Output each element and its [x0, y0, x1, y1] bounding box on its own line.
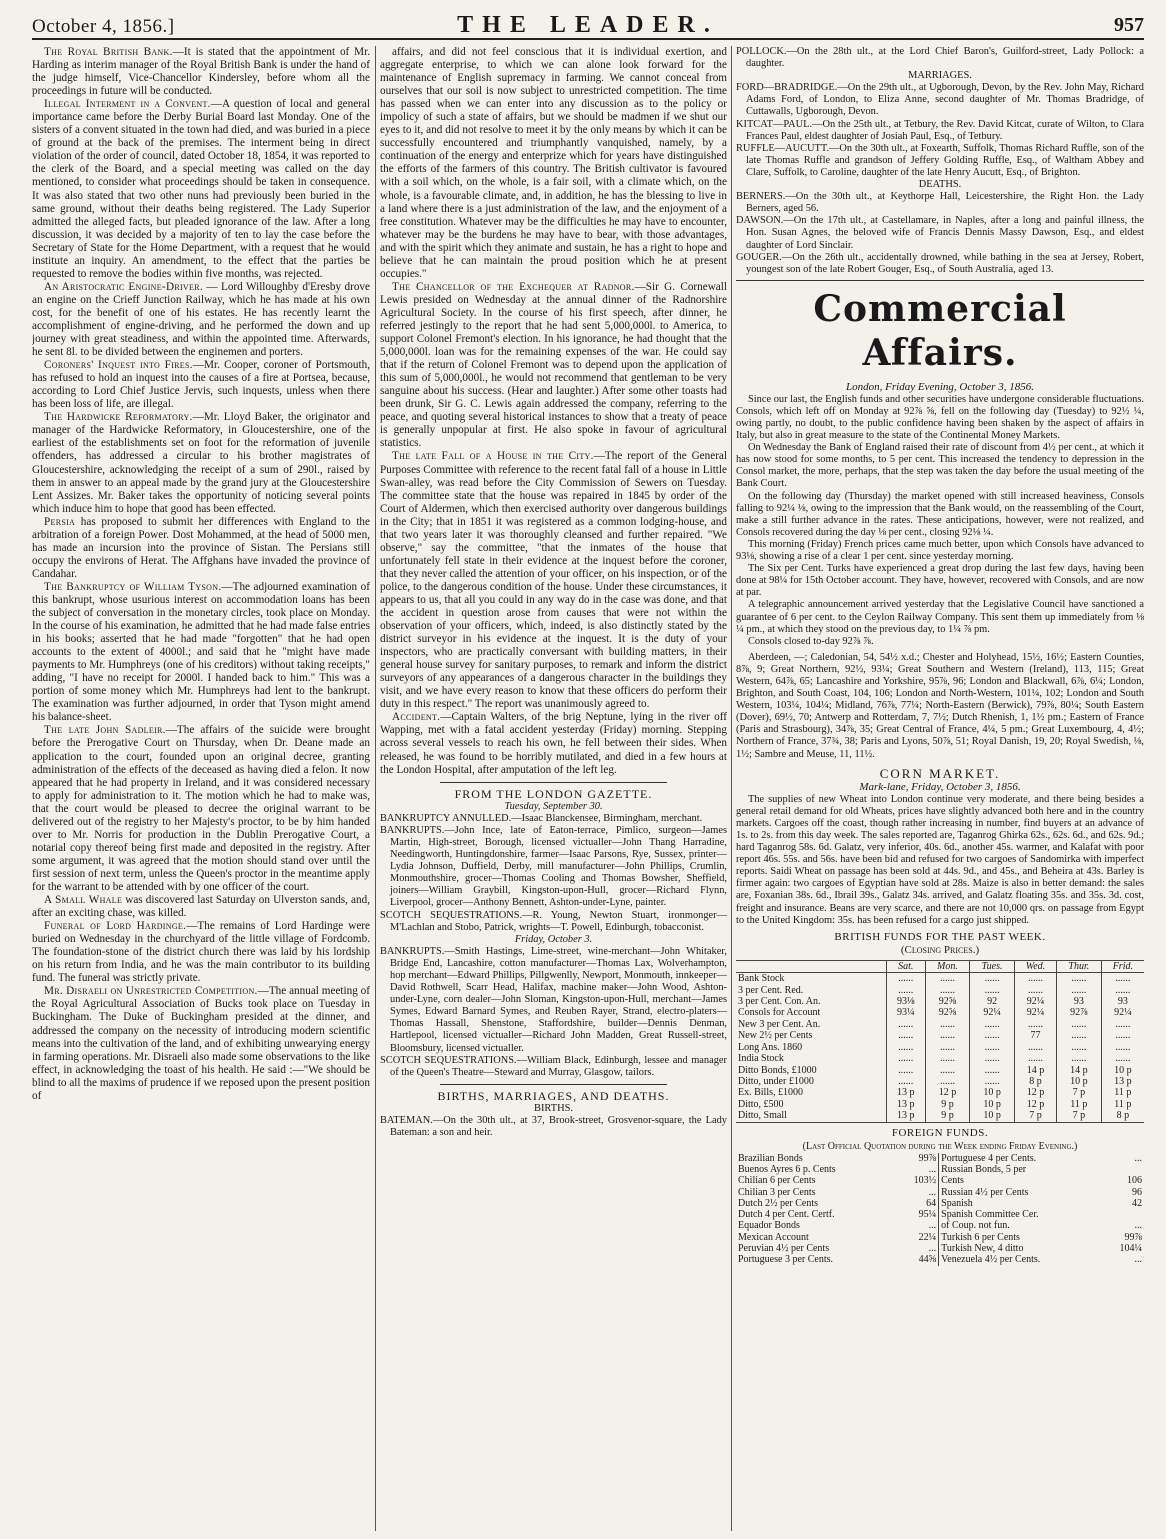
foreign-fund-price: 99⅞	[1124, 1231, 1142, 1243]
funds-price: ......	[1101, 1019, 1144, 1030]
funds-price: ......	[1014, 985, 1056, 996]
funds-header-blank	[736, 960, 886, 972]
article-heading: Persia	[44, 515, 76, 528]
article-heading: Funeral of Lord Hardinge.	[44, 920, 187, 933]
marriage-notice: RUFFLE—AUCUTT.—On the 30th ult., at Foxearth, Suffolk, Thomas Richard Ruffle, son of the late Thomas Ruffle and grandson of Jeffery Golding Ruffle, Esq., of Waltham Abbey and Clare, Suffolk, to Caroline, daughter of the late Henry Aucutt, Esq., of Brighton.	[736, 142, 1144, 178]
article-heading: A Small Whale	[44, 894, 123, 907]
commercial-paragraph: On the following day (Thursday) the market opened with still increased heaviness, Consols falling to 92¼ ⅛, owing to the impression that the Bank would, on the reassembling of the Court, make a still further advance in the rates. These anticipations, however, were not realized, and Consols recovered during the day ⅛ per cent., closing 92⅛ ¼.	[736, 490, 1144, 538]
funds-price: 10 p	[1101, 1065, 1144, 1076]
foreign-fund-price: 44⅝	[904, 1254, 939, 1265]
foreign-fund-name: Cents	[941, 1175, 964, 1187]
foreign-fund-name: Russian Bonds, 5 per	[941, 1163, 1027, 1175]
gazette-entry: BANKRUPTS.—John Ince, late of Eaton-terrace, Pimlico, surgeon—James Martin, High-street, Borough, licensed victualler—John Thang Harradine, Needingworth, Huntingdonshire, farmer—Isaac Parsons, Rye, Sussex, printer—Lydia Johnson, Duffield, Derby, mill manufacturer—John Phillips, Crumlin, Monmouthshire, grocer—Thomas Cooling and Thomas Bowsher, Sheffield, joiners—William Graybill, Kingston-upon-Hull, grocer—Richard Flynn, Liverpool, grocer—Anthony Bennett, Ashton-under-Lyne, painter.	[380, 824, 727, 909]
funds-price: ......	[1057, 1019, 1102, 1030]
foreign-row	[736, 1220, 1144, 1231]
article-heading: Coroners' Inquest into Fires.	[44, 359, 193, 372]
funds-price: ......	[970, 1030, 1015, 1041]
article-paragraph	[32, 46, 370, 98]
article-paragraph	[32, 516, 370, 581]
article-text: —It is stated that the appointment of Mr. Harding as interim manager of the Royal British Bank is under the hand of the judge himself, Vice-Chancellor Kindersley, before whom all the proceedings in future will be conducted.	[32, 46, 370, 98]
funds-price: 14 p	[1057, 1065, 1102, 1076]
article-heading: Mr. Disraeli on Unrestricted Competition.	[44, 985, 258, 998]
foreign-fund-price: ...	[904, 1187, 939, 1198]
death-notice: GOUGER.—On the 26th ult., accidentally drowned, while bathing in the sea at Jersey, Robert, youngest son of the late Robert Gouger, Esq., of South Australia, aged 13.	[736, 251, 1144, 275]
funds-price: ......	[1057, 1053, 1102, 1064]
foreign-fund-name: Spanish Committee Cer.	[941, 1209, 1039, 1221]
article-text: —Sir G. Cornewall Lewis presided on Wednesday at the annual dinner of the Radnorshire Agricultural Society. In the course of his first speech, after dinner, he referred jestingly to the report that he had sent 5,000,000l. to America, to support Colonel Fremont's election. In his ignorance, he had thought that the 5,000,000l. loan was for the remaining expenses of the war. He could say that if the return of Colonel Fremont was to depend upon the application of this sum of 5,000,000l., he would not recommend that gentleman to be very sanguine about his success. (Hear and laughter.) After some other toasts had been drunk, Sir G. C. Lewis again addressed the company, referring to the peace, and quoting several historical instances to show that a treaty of peace is generally unpopular at first. He also spoke in favour of agricultural statistics.	[380, 280, 727, 450]
foreign-row	[736, 1187, 1144, 1198]
corn-report: The supplies of new Wheat into London continue very moderate, and there being besides a general retail demand for old Wheats, prices have slightly advanced both here and in the country markets. Cargoes off the coast, though rather increasing in number, find buyers at an advance of 1s. to 2s. from this day week. The sales reported are, Taganrog Ghirka 62s., 62s. 6d., and 62s. 9d.; hard Taganrog 58s. 6d. Galatz, very inferior, 40s. 6d., another 45s. warmer, and Kalafat with poor report 46s. 55s. and 56s. have been bid and refused for two cargoes of Sandomirka with imperfect reports. Saidi Wheat on passage has been sold at 44s. 9d., and 45s., and Beheira at 43s. Barley is firmer again: two cargoes of Egyptian have sold at 28s. Maize is also in better demand: the sales are, Foxanian 38s. 6d., Ibrail 39s., Galatz 34s. arrived, and Galatz floating 35s. and 35s. 3d. cost, freight and insurance. Beans are very scarce, and there are not 10,000 qrs. on passage from Egypt to the United Kingdom: 35s. has been refused for a cargo just shipped.	[736, 793, 1144, 926]
funds-price: 93	[1057, 996, 1102, 1007]
article-text: —The adjourned examination of this bankrupt, whose usurious interest on accommodation loans has been the subject of conversation in the monetary circles, took place on Monday. In the course of his examination, he admitted that he had made false entries in his books; asserted that he had made "forgotten" that he had open accounts to the extent of 4000l.; and said that he "might have made payments to Mr. Humphreys (one of his creditors) without taking receipts," adding, "I have no receipt for 2000l. I handed back to him." This was a portion of some money which Mr. Humphreys had lent to the bankrupt. The examination was further adjourned, in order that Tyson might amend his balance-sheet.	[32, 580, 370, 724]
funds-price: ......	[1014, 1019, 1056, 1030]
gazette-title: FROM THE LONDON GAZETTE.	[454, 786, 653, 801]
funds-price: 14 p	[1014, 1065, 1056, 1076]
gazette-entry: BANKRUPTCY ANNULLED.—Isaac Blanckensee, Birmingham, merchant.	[380, 812, 703, 824]
birth-notice: BATEMAN.—On the 30th ult., at 37, Brook-street, Grosvenor-square, the Lady Bateman: a son and heir.	[380, 1114, 727, 1139]
funds-price: 12 p	[1014, 1087, 1056, 1098]
corn-market-title: CORN MARKET.	[879, 765, 1001, 781]
article-heading: An Aristocratic Engine-Driver.	[44, 280, 203, 293]
article-text: — Lord Willoughby d'Eresby drove an engine on the Crieff Junction Railway, which he has made at his own cost, for the benefit of one of his estates. He has recently learnt the accomplishment of engine-driving, and he performed the down and up journey with great steadiness, and within the appointed time. Afterwards, he sent 8l. to be divided between the enginemen and porters.	[32, 280, 370, 359]
article-text: —The remains of Lord Hardinge were buried on Wednesday in the churchyard of the little village of Fordcomb. The foundation-stone of the district church there was laid by his lordship on his return from India, and he was the main contributor to its building fund. The funeral was strictly private.	[32, 920, 370, 985]
column-2	[380, 46, 727, 1534]
funds-stock-name: India Stock	[738, 1053, 784, 1065]
funds-price: ......	[1014, 1042, 1056, 1053]
funds-day-header: Frid.	[1101, 960, 1144, 972]
article-paragraph	[380, 711, 727, 776]
funds-price: ......	[1101, 1042, 1144, 1053]
funds-price: 10 p	[970, 1099, 1015, 1110]
page-number: 957	[1114, 14, 1144, 36]
funds-price: 11 p	[1101, 1087, 1144, 1098]
funds-price: 92	[970, 996, 1015, 1007]
funds-stock-name: New 2½ per Cents	[738, 1030, 813, 1042]
article-heading: Accident.	[392, 711, 441, 724]
article-paragraph	[32, 411, 370, 515]
column-rule	[375, 46, 376, 1531]
funds-stock-name: Consols for Account	[738, 1007, 821, 1019]
funds-price: 9 p	[925, 1099, 970, 1110]
funds-stock-name: New 3 per Cent. An.	[738, 1018, 821, 1030]
funds-price: 77	[1014, 1030, 1056, 1041]
death-notice: BERNERS.—On the 30th ult., at Keythorpe Hall, Leicestershire, the Right Hon. the Lady Berners, aged 56.	[736, 191, 1144, 215]
funds-price: ......	[925, 1042, 970, 1053]
birth-notice: POLLOCK.—On the 28th ult., at the Lord Chief Baron's, Guilford-street, Lady Pollock: a daughter.	[736, 46, 1144, 70]
funds-day-header: Sat.	[886, 960, 925, 972]
foreign-fund-price: 42	[1132, 1197, 1142, 1209]
funds-row	[736, 1019, 1144, 1030]
funds-stock-name: Long Ans. 1860	[738, 1041, 803, 1053]
funds-price: 8 p	[1101, 1110, 1144, 1122]
funds-price: ......	[925, 1053, 970, 1064]
article-text: was discovered last Saturday on Ulverston sands, and, after an exciting chase, was killed.	[32, 894, 370, 920]
article-paragraph	[32, 359, 370, 411]
foreign-fund-price: ...	[904, 1164, 939, 1175]
funds-price: ......	[970, 973, 1015, 985]
foreign-fund-name: Equador Bonds	[738, 1220, 800, 1232]
article-heading: The Royal British Bank.	[44, 46, 173, 58]
funds-day-header: Thur.	[1057, 960, 1102, 972]
funds-day-header: Tues.	[970, 960, 1015, 972]
foreign-fund-name: Dutch 4 per Cent. Certf.	[738, 1209, 835, 1221]
foreign-fund-name: Turkish New, 4 ditto	[941, 1243, 1024, 1255]
foreign-fund-name: Dutch 2½ per Cents	[738, 1197, 818, 1209]
funds-price: ......	[1014, 1053, 1056, 1064]
funds-price: ......	[1057, 1030, 1102, 1041]
article-text: affairs, and did not feel conscious that it is individual exertion, and aggregate enterprise, to which we can alone look forward for the maintenance of English supremacy in farming. We cannot conceal from ourselves that our soil is now subject to unrestricted competition. The time has passed when we can enter into any discussion as to the policy or impolicy of such a state of affairs, but we should be madmen if we shut our eyes to it, and did not resolve to meet it by the only means by which it can be successfully encountered and triumphantly vanquished, namely, by a continuation of the energy and enterprize which for years have distinguished the efforts of the farmers of this country. The British cultivator is favoured with a soil which, on the whole, is a fair soil, with a climate which, on the whole, is a favourable climate, and, in addition, he has the blessing to live in a land where there is a just administration of the law, and the enjoyment of a free constitution. Whatever may be the difficulties he may have to encounter, whatever may be the burdens he may have to bear, with those advantages, and with the spirit which they animate and sustain, he has a right to hope and believe that he can maintain the proud position which he at present occupies."	[380, 46, 727, 280]
commercial-paragraph: This morning (Friday) French prices came much better, upon which Consols have advanced to 93⅛, showing a rise of a clear 1 per cent. since yesterday morning.	[736, 538, 1144, 563]
foreign-fund-price: ...	[904, 1220, 939, 1231]
funds-price: 13 p	[1101, 1076, 1144, 1087]
foreign-row	[736, 1175, 1144, 1186]
foreign-fund-name: Venezuela 4½ per Cents.	[941, 1254, 1041, 1266]
funds-stock-name: Ex. Bills, £1000	[738, 1087, 804, 1099]
article-paragraph	[380, 450, 727, 711]
funds-row	[736, 1030, 1144, 1041]
article-paragraph	[380, 281, 727, 451]
funds-price: ......	[1014, 973, 1056, 985]
funds-stock-name: Bank Stock	[738, 973, 785, 985]
foreign-fund-price	[1110, 1209, 1144, 1220]
british-funds-subtitle: (Closing Prices.)	[900, 943, 980, 956]
foreign-fund-price: 22¼	[904, 1232, 939, 1243]
foreign-fund-price: 64	[904, 1198, 939, 1209]
article-text: —Mr. Cooper, coroner of Portsmouth, has refused to hold an inquest into the causes of a fire at Portsea, because, according to Lord Chief Justice Jervis, such inquests, unless when there has been loss of life, are illegal.	[32, 359, 370, 411]
marriage-notice: FORD—BRADRIDGE.—On the 29th ult., at Ugborough, Devon, by the Rev. John May, Richard Adams Ford, of London, to Eliza Anne, second daughter of Mr. Thomas Bradridge, of Cuttawalls, Ugborough, Devon.	[736, 82, 1144, 118]
marriage-notice: KITCAT—PAUL.—On the 25th ult., at Tetbury, the Rev. David Kitcat, curate of Wilton, to Clara Frances Paul, eldest daughter of Josiah Paul, Esq., of Tetbury.	[736, 118, 1144, 142]
births-heading: BIRTHS.	[534, 1102, 573, 1114]
commercial-paragraph: On Wednesday the Bank of England raised their rate of discount from 4½ per cent., at which it has now stood for some months, to 5 per cent. This increased the tendency to depression in the Consol market, the more, perhaps, that the step was taken the day before the usual meeting of the Bank Court.	[736, 442, 1144, 490]
death-notices	[736, 191, 1144, 276]
foreign-fund-price: 96	[1132, 1186, 1142, 1198]
issue-date: October 4, 1856.]	[32, 16, 175, 37]
paper-title: THE LEADER.	[457, 12, 719, 38]
funds-price: 9 p	[925, 1110, 970, 1122]
article-text: —Captain Walters, of the brig Neptune, lying in the river off Wapping, met with a fatal accident yesterday (Friday) morning. Stepping across several vessels to reach his own, he fell between their sides. When released, he was found to be horribly mutilated, and died in a few hours at the London Hospital, after amputation of the left leg.	[380, 711, 727, 776]
railway-shares: Aberdeen, —; Caledonian, 54, 54½ x.d.; Chester and Holyhead, 15½, 16½; Eastern Counties, 8⅞, 9; Great Northern, 92½, 93¼; Great Southern and Western (Ireland), 113, 115; Great Western, 64⅞, 65; Lancashire and Yorkshire, 95⅞, 96; London and Blackwall, 6⅞, 6¼; London, Brighton, and South Coast, 104, 106; London and North-Western, 101¼, 102; London and South Western, 103¼, 104¼; Midland, 76⅞, 77¼; North-Eastern (Berwick), 79⅞, 80¼; South Eastern (Dover), 69½, 70; Antwerp and Rotterdam, 7, 7½; Dutch Rhenish, 1, 1½ pm.; Eastern of France (Paris and Strasbourg), 34⅞, 35; Great Central of France, 4¼, 5 pm.; Great Luxembourg, 4, 4½; Northern of France, 37¾, 38; Paris and Lyons, 50⅞, 51; Royal Danish, 19, 20; Royal Swedish, ⅛, 1½; Sambre and Meuse, 11, 11½.	[736, 651, 1144, 760]
funds-row	[736, 1076, 1144, 1087]
funds-price: ......	[886, 973, 925, 985]
funds-price: ......	[1101, 973, 1144, 985]
funds-row	[736, 1087, 1144, 1098]
foreign-fund-price: 103½	[904, 1175, 939, 1186]
foreign-fund-price: ...	[1134, 1254, 1142, 1266]
article-paragraph	[32, 98, 370, 281]
bmd-title: BIRTHS, MARRIAGES, AND DEATHS.	[437, 1088, 670, 1103]
funds-price: 7 p	[1014, 1110, 1056, 1122]
funds-stock-name: 3 per Cent. Con. An.	[738, 996, 821, 1008]
foreign-fund-name: Portuguese 4 per Cents.	[941, 1152, 1037, 1164]
section-divider	[440, 782, 667, 783]
funds-price: 92¼	[970, 1007, 1015, 1018]
article-text: has proposed to submit her differences with England to the arbitration of a foreign Power. Dost Mohammed, at the head of 5000 men, has made an incursion into the province of Sistan. The Persians still occupy the environs of Herat. The Affghans have invaded the province of Candahar.	[32, 515, 370, 580]
funds-price: 12 p	[1014, 1099, 1056, 1110]
funds-price: ......	[886, 1019, 925, 1030]
foreign-funds-table	[736, 1153, 1144, 1266]
commercial-paragraph: A telegraphic announcement arrived yesterday that the Legislative Council have sanctioned a guarantee of 6 per cent. to the Ceylon Railway Company. This sent them up immediately from ⅛ ¼ pm., at which they stood on the previous day, to 1¼ ⅞ pm.	[736, 599, 1144, 635]
funds-day-header: Mon.	[925, 960, 970, 972]
article-paragraph	[32, 724, 370, 894]
foreign-fund-name: Chilian 6 per Cents	[738, 1175, 816, 1187]
funds-price: 92⅝	[925, 996, 970, 1007]
gazette-date: Tuesday, September 30.	[504, 800, 603, 812]
foreign-row	[736, 1198, 1144, 1209]
funds-row	[736, 1065, 1144, 1076]
foreign-fund-name: Spanish	[941, 1197, 973, 1209]
article-text: —Mr. Lloyd Baker, the originator and manager of the Hardwicke Reformatory, in Gloucestershire, one of the earliest of the establishments set on foot for the reformation of juvenile offenders, has addressed a circular to his brother magistrates of Gloucestershire, acknowledging the receipt of a sum of 290l., raised by them in answer to an appeal made by the grand jury at the Gloucestershire Lent Assizes. Mr. Baker takes the opportunity of noticing several points which induce him to hope that good has been effected.	[32, 411, 370, 515]
funds-stock-name: Ditto, £500	[738, 1098, 784, 1110]
foreign-row	[736, 1153, 1144, 1164]
foreign-row	[736, 1209, 1144, 1220]
foreign-fund-price: 104¼	[1119, 1243, 1142, 1255]
funds-price: ......	[1101, 985, 1144, 996]
foreign-funds-subtitle: (Last Official Quotation during the Week ending Friday Evening.)	[802, 1140, 1078, 1152]
foreign-fund-name: Portuguese 3 per Cents.	[738, 1254, 833, 1266]
funds-price: ......	[925, 1030, 970, 1041]
funds-price: ......	[925, 1019, 970, 1030]
gazette-items-friday	[380, 946, 727, 1079]
funds-price: ......	[886, 1053, 925, 1064]
funds-stock-name: Ditto Bonds, £1000	[738, 1064, 817, 1076]
article-heading: The Chancellor of the Exchequer at Radnor.	[392, 280, 635, 293]
british-funds-table	[736, 960, 1144, 1123]
funds-price: 92¼	[1014, 996, 1056, 1007]
gazette-entry: SCOTCH SEQUESTRATIONS.—William Black, Edinburgh, lessee and manager of the Queen's Theatre—Steward and Murray, Glasgow, tailors.	[380, 1054, 727, 1078]
funds-price: 10 p	[970, 1110, 1015, 1122]
marriage-notices	[736, 82, 1144, 179]
foreign-fund-price	[1110, 1164, 1144, 1175]
funds-row	[736, 985, 1144, 996]
gazette-entry: BANKRUPTS.—Smith Hastings, Lime-street, wine-merchant—John Whitaker, Bridge End, Lancashire, cotton manufacturer—Thomas Lax, Wolverhampton, hop merchant—Edward Phillips, Pillgwenlly, Newport, Monmouth, innkeeper—David Rothwell, Scarr Head, Halifax, machine maker—John Wood, Ashton-under-Lyne, corn dealer—John Sloman, Kingston-upon-Hull, merchant—James Symes, Edward Barnard Symes, and Reuben Rayer, Strand, electro-platers—Thomas Hassall, Shenstone, Staffordshire, builder—Dennis Denman, Hartlepool, licensed victualler—Richard John Madden, Great Russell-street, Bloomsbury, licensed victualler.	[380, 945, 727, 1054]
funds-row	[736, 1007, 1144, 1018]
funds-day-header: Wed.	[1014, 960, 1056, 972]
article-heading: The Hardwicke Reformatory.	[44, 411, 193, 424]
funds-price: ......	[925, 985, 970, 996]
corn-dateline: Mark-lane, Friday, October 3, 1856.	[859, 780, 1021, 793]
article-paragraph	[32, 281, 370, 359]
funds-price: ......	[925, 1065, 970, 1076]
section-divider	[440, 1084, 667, 1085]
funds-price: ......	[1101, 1053, 1144, 1064]
funds-price: ......	[970, 1019, 1015, 1030]
funds-price: ......	[886, 1042, 925, 1053]
column-1	[32, 46, 370, 1534]
funds-stock-name: Ditto, under £1000	[738, 1075, 814, 1087]
marriages-heading: MARRIAGES.	[908, 70, 972, 82]
foreign-fund-name: Russian 4½ per Cents	[941, 1186, 1029, 1198]
article-paragraph	[32, 985, 370, 1102]
foreign-row	[736, 1164, 1144, 1175]
funds-price: 92¼	[1101, 1007, 1144, 1018]
funds-price: ......	[1101, 1030, 1144, 1041]
funds-price: 92⅞	[1057, 1007, 1102, 1018]
funds-price: ......	[1057, 985, 1102, 996]
masthead	[32, 8, 1144, 40]
funds-stock-name: 3 per Cent. Red.	[738, 984, 804, 996]
funds-price: ......	[970, 1076, 1015, 1087]
foreign-fund-price: ...	[904, 1243, 939, 1254]
funds-price: ......	[970, 1053, 1015, 1064]
funds-price: ......	[886, 1065, 925, 1076]
column-3	[736, 46, 1144, 1534]
funds-price: 8 p	[1014, 1076, 1056, 1087]
article-text: —The affairs of the suicide were brought before the Prerogative Court on Thursday, when Dr. Deane made an application to the court, founded upon an original decree, granting administration of the effects of the deceased as having died a felon. It now appeared that he had property in Ireland, and it was considered necessary to apply for administration to it. The motion which he had to make was, that the court would be pleased to decree the original warrant to be delivered out of the registry to her Majesty's proctor, to be by him handed over to Mr. Norris for production in the Dublin Prerogative Court, a notarial copy thereof being first made and deposited in the registry. After some argument, it was agreed that the motion should stand over until the first session of next term, unless the Queen's proctor in the meantime apply for the warrant to be attended with by one officer of the court.	[32, 724, 370, 893]
funds-price: 7 p	[1057, 1087, 1102, 1098]
article-paragraph	[32, 894, 370, 920]
article-text: —A question of local and general importance came before the Derby Burial Board last Monday. One of the sisters of a convent situated in the town had died, and was buried in a piece of ground at the back of the premises. The interment being in direct violation of the order of council, dated October 18, 1854, it was reported to the clerk of the Board, and a special meeting was called on the day mentioned, to consider what proceedings should be taken in consequence. It was also stated that two other nuns had previously been buried in the same ground, without their deaths being registered. The Lady Superior admitted the alleged facts, but pleaded ignorance of the law. After a long discussion, it was decided by a majority of ten to lay the case before the Secretary of State for the Home Department, with a request that he would institute an inquiry. An amendment, to the effect that the parties be requested to remove the bodies within five months, was rejected.	[32, 98, 370, 280]
commercial-paragraph: The Six per Cent. Turks have experienced a great drop during the last few days, having been done at 98¼ for 15th October account. They have, however, recovered with Consols, and are now at par.	[736, 563, 1144, 599]
foreign-fund-name: Mexican Account	[738, 1231, 809, 1243]
funds-price: 10 p	[1057, 1076, 1102, 1087]
gazette-date: Friday, October 3.	[514, 933, 593, 945]
funds-price: 93	[1101, 996, 1144, 1007]
funds-stock-name: Ditto, Small	[736, 1110, 886, 1122]
funds-price: ......	[886, 1076, 925, 1087]
foreign-fund-name: Turkish 6 per Cents	[941, 1231, 1020, 1243]
foreign-fund-price: 99⅞	[904, 1153, 939, 1164]
foreign-fund-price: 95¼	[904, 1209, 939, 1220]
funds-row	[736, 1042, 1144, 1053]
deaths-heading: DEATHS.	[918, 179, 962, 191]
funds-price: 11 p	[1101, 1099, 1144, 1110]
foreign-fund-name: Buenos Ayres 6 p. Cents	[738, 1163, 836, 1175]
foreign-fund-name: Peruvian 4½ per Cents	[738, 1243, 830, 1255]
funds-price: ......	[1057, 1042, 1102, 1053]
funds-price: 10 p	[970, 1087, 1015, 1098]
funds-row	[736, 1110, 1144, 1122]
death-notice: DAWSON.—On the 17th ult., at Castellamare, in Naples, after a long and painful illness, the Hon. Susan Agnes, the beloved wife of Francis Dennis Massy Dawson, Esq., and eldest daughter of Lord Sinclair.	[736, 215, 1144, 251]
funds-price: 92⅝	[925, 1007, 970, 1018]
article-heading: The Bankruptcy of William Tyson.	[44, 580, 222, 593]
funds-price: 92¼	[1014, 1007, 1056, 1018]
foreign-fund-name: of Coup. not fun.	[941, 1220, 1010, 1232]
foreign-fund-price: ...	[1134, 1220, 1142, 1232]
article-heading: The late Fall of a House in the City.	[392, 450, 594, 463]
funds-price: ......	[970, 985, 1015, 996]
foreign-funds-title: FOREIGN FUNDS.	[891, 1126, 989, 1139]
commercial-affairs-title: Commercial Affairs.	[813, 287, 1067, 374]
funds-price: ......	[886, 1030, 925, 1041]
article-paragraph	[32, 920, 370, 985]
british-funds-title: BRITISH FUNDS FOR THE PAST WEEK.	[834, 930, 1046, 943]
funds-row	[736, 1099, 1144, 1110]
foreign-fund-name: Chilian 3 per Cents	[738, 1186, 816, 1198]
funds-price: 13 p	[886, 1087, 925, 1098]
commercial-dateline: London, Friday Evening, October 3, 1856.	[846, 380, 1034, 393]
gazette-items-tuesday	[380, 813, 727, 934]
commercial-report	[736, 394, 1144, 648]
funds-price: ......	[925, 973, 970, 985]
commercial-paragraph: Consols closed to-day 92⅞ ⅞.	[748, 635, 874, 647]
article-paragraph	[32, 581, 370, 725]
funds-price: ......	[886, 985, 925, 996]
column-rule	[731, 46, 732, 1531]
commercial-paragraph: Since our last, the English funds and other securities have undergone considerable fluctuations. Consols, which left off on Monday at 92⅞ ⅝, fell on the following day (Tuesday) to 92½ ¼, owing partly, no doubt, to the public confidence having been shaken by the aspect of affairs in Italy, but also in great measure to the state of the Continental Money Markets.	[736, 393, 1144, 442]
foreign-row	[736, 1243, 1144, 1254]
funds-price: ......	[1057, 973, 1102, 985]
funds-price: 93⅛	[886, 996, 925, 1007]
funds-row	[736, 973, 1144, 985]
funds-price: ......	[925, 1076, 970, 1087]
funds-price: 93¼	[886, 1007, 925, 1018]
foreign-fund-price: 106	[1127, 1175, 1142, 1187]
funds-price: ......	[970, 1065, 1015, 1076]
foreign-row	[736, 1254, 1144, 1265]
section-divider	[736, 280, 1144, 281]
funds-price: 11 p	[1057, 1099, 1102, 1110]
article-text: —The report of the General Purposes Committee with reference to the recent fatal fall of a house in Little Swan-alley, was read before the City Commission of Sewers on Tuesday. The committee state that the house was repaired in 1845 by order of the Court of Aldermen, which then exercised authority over dangerous buildings in the City; that in 1851 it was registered as a common lodging-house, and that two years later it was thoroughly cleansed and further repaired. "We observe," say the committee, "that the inmates of the house that unfortunately fell state in their evidence at the inquest before the coroner, that they never called the attention of your officer, on his inspection, or of the police, to the dangerous condition of the house. Under these circumstances, it appears to us, that all you could in any way do in the case was done, and that the accident in question arose from causes that were not within the observation of your officers, which, indeed, is also distinctly stated by the district surveyor in his evidence at the inquest. It is the duty of your inspectors, who are practically conversant with building matters, in their general house survey for sanitary purposes, to remark and inform the district surveyors of any appearances of a dangerous character in the buildings they visit, and we have every reason to know that these officers do perform their duty in this respect." The report was unanimously agreed to.	[380, 450, 727, 711]
funds-price: 12 p	[925, 1087, 970, 1098]
funds-price: ......	[970, 1042, 1015, 1053]
foreign-row	[736, 1232, 1144, 1243]
funds-row	[736, 996, 1144, 1007]
funds-row	[736, 1053, 1144, 1064]
funds-price: 13 p	[886, 1110, 925, 1122]
foreign-fund-name: Brazilian Bonds	[738, 1152, 803, 1164]
article-heading: The late John Sadleir.	[44, 724, 166, 737]
article-paragraph	[380, 46, 727, 281]
column-2-articles	[380, 46, 727, 777]
article-text: —The annual meeting of the Royal Agricultural Association of Bucks took place on Tuesday in Buckingham. The Duke of Buckingham presided at the dinner, and addressed the company on the necessity of introducing modern scientific means into the cultivation of the land, and of exhibiting unwearying energy in farming operations. Mr. Disraeli also made some observations to the like effect, in acknowledging the toast of his health. He said :—"We should be blind to all the maxims of prudence if we reposed upon the present position of	[32, 985, 370, 1102]
foreign-fund-price: ...	[1134, 1152, 1142, 1164]
funds-price: 7 p	[1057, 1110, 1102, 1122]
article-heading: Illegal Interment in a Convent.	[44, 98, 211, 111]
funds-price: 13 p	[886, 1099, 925, 1110]
gazette-entry: SCOTCH SEQUESTRATIONS.—R. Young, Newton Stuart, ironmonger—M'Lachlan and Stobo, Patrick, wrights—T. Powell, Edinburgh, tobacconist.	[380, 909, 727, 933]
